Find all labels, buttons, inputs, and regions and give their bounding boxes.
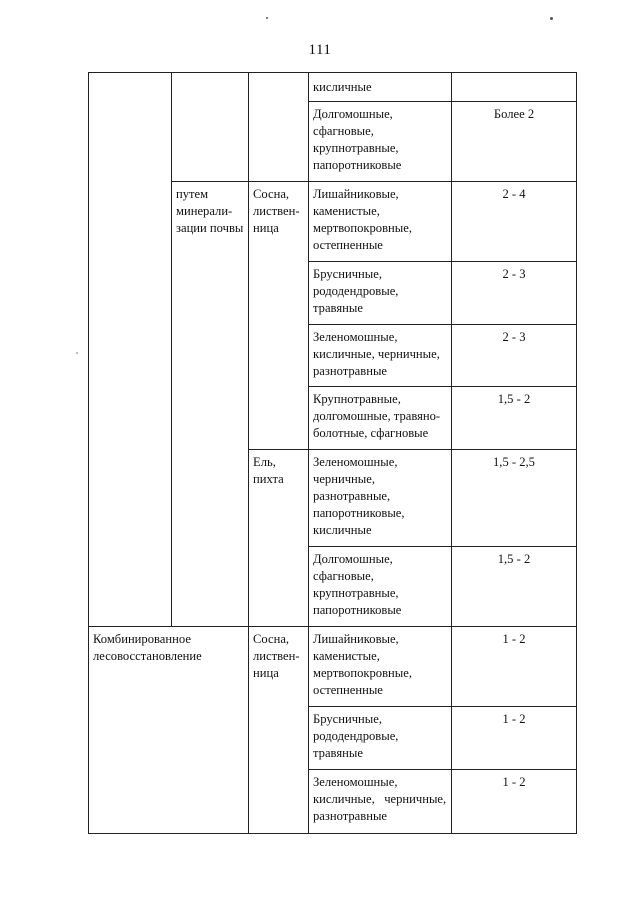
value-cell: 1,5 - 2,5: [452, 450, 577, 547]
method-cell-continued: [172, 73, 249, 182]
value-cell: 1 - 2: [452, 627, 577, 707]
forest-type-cell: Крупнотравные, долгомошные, травяно- болотные, сфагновые: [309, 387, 452, 450]
forest-type-cell: Лишайниковые, каменистые, мертвопокровные, остепненные: [309, 182, 452, 262]
page-number: 111: [308, 42, 332, 58]
forest-type-cell: Зеленомошные, кисличные, черничные, разнотравные: [309, 770, 452, 834]
forest-type-cell: Зеленомошные, кисличные, черничные, разнотравные: [309, 325, 452, 387]
species-cell: Сосна, листвен- ница: [249, 627, 309, 834]
forest-type-cell: кисличные: [309, 73, 452, 102]
forest-type-cell: Брусничные, рододендровые, травяные: [309, 707, 452, 770]
scan-speck: [76, 352, 78, 354]
value-cell: 2 - 4: [452, 182, 577, 262]
scan-speck: [550, 17, 553, 20]
value-cell: 1,5 - 2: [452, 547, 577, 627]
forest-restoration-table: [88, 72, 577, 834]
species-cell-continued: [249, 73, 309, 182]
value-cell: 2 - 3: [452, 262, 577, 325]
method-cell: путем минерали- зации почвы: [172, 182, 249, 627]
value-cell: 2 - 3: [452, 325, 577, 387]
method-cell: Комбинированное лесовосстановление: [89, 627, 249, 834]
forest-type-cell: Долгомошные, сфагновые, крупнотравные, папоротниковые: [309, 547, 452, 627]
table-row: [89, 73, 577, 102]
scan-speck: [266, 17, 268, 19]
value-cell: [452, 73, 577, 102]
species-cell: Ель, пихта: [249, 450, 309, 627]
value-cell: Более 2: [452, 102, 577, 182]
value-cell: 1 - 2: [452, 707, 577, 770]
value-cell: 1,5 - 2: [452, 387, 577, 450]
forest-type-cell: Брусничные, рододендровые, травяные: [309, 262, 452, 325]
method-cell-continued: [89, 73, 172, 627]
forest-type-cell: Долгомошные, сфагновые, крупнотравные, папоротниковые: [309, 102, 452, 182]
table-row: [89, 627, 577, 707]
forest-type-cell: Лишайниковые, каменистые, мертвопокровные, остепненные: [309, 627, 452, 707]
species-cell: Сосна, листвен- ница: [249, 182, 309, 450]
forest-type-cell: Зеленомошные, черничные, разнотравные, папоротниковые, кисличные: [309, 450, 452, 547]
value-cell: 1 - 2: [452, 770, 577, 834]
